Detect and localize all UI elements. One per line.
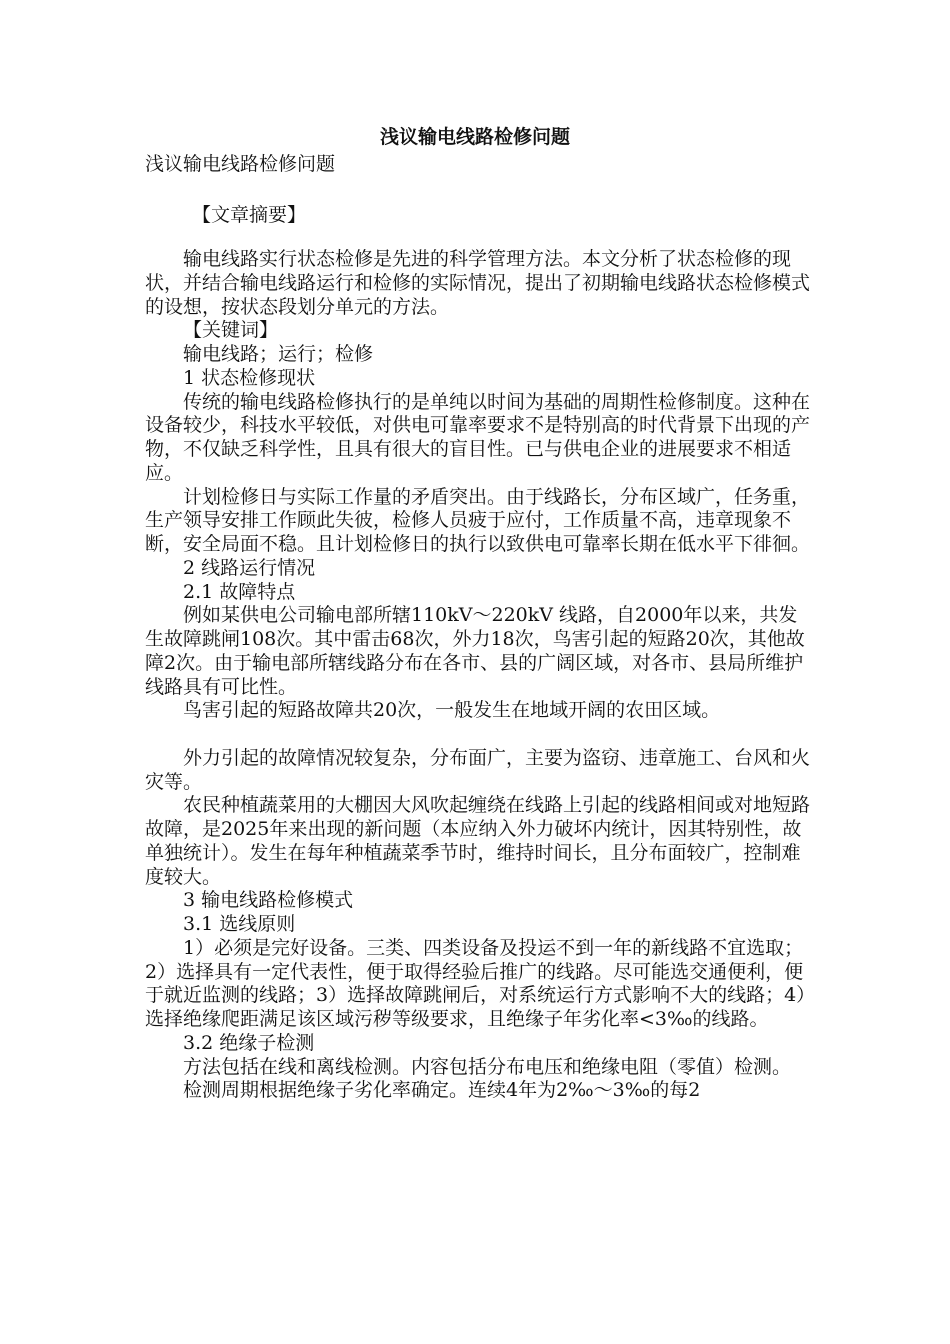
section-heading: 2 线路运行情况 [183, 556, 316, 579]
abstract-heading: 【文章摘要】 [192, 204, 307, 226]
paragraph: 方法包括在线和离线检测。内容包括分布电压和绝缘电阻（零值）检测。 [183, 1055, 792, 1078]
document-body [145, 248, 810, 1103]
paragraph: 1）必须是完好设备。三类、四类设备及投运不到一年的新线路不宜选取；2）选择具有一定代表性，便于取得经验后推广的线路。尽可能选交通便利，便于就近监测的线路；3）选择故障跳闸后，对系统运行方式影响不大的线路；4）选择绝缘爬距满足该区域污秽等级要求，且绝缘子年劣化率<3‰的线路。 [145, 936, 806, 1030]
abstract-paragraph: 输电线路实行状态检修是先进的科学管理方法。本文分析了状态检修的现状，并结合输电线路运行和检修的实际情况，提出了初期输电线路状态检修模式的设想，按状态段划分单元的方法。 [145, 248, 811, 318]
keywords-heading: 【关键词】 [183, 319, 279, 342]
document-subtitle: 浅议输电线路检修问题 [145, 153, 336, 175]
subsection-heading: 2.1 故障特点 [183, 580, 296, 603]
paragraph: 外力引起的故障情况较复杂，分布面广，主要为盗窃、违章施工、台风和火灾等。 [145, 746, 811, 793]
subsection-heading: 3.1 选线原则 [183, 913, 296, 935]
paragraph: 传统的输电线路检修执行的是单纯以时间为基础的周期性检修制度。这种在设备较少，科技水平较低，对供电可靠率要求不是特别高的时代背景下出现的产物，不仅缺乏科学性，且具有很大的盲目性。已与供电企业的进展要求不相适应。 [145, 390, 811, 484]
paragraph: 检测周期根据绝缘子劣化率确定。连续4年为2‰～3‰的每2 [183, 1079, 701, 1102]
paragraph: 农民种植蔬菜用的大棚因大风吹起缠绕在线路上引起的线路相间或对地短路故障，是2025年来出现的新问题（本应纳入外力破坏内统计，因其特别性，故单独统计）。发生在每年种植蔬菜季节时，维持时间长，且分布面较广，控制难度较大。 [145, 794, 811, 888]
blank-line [145, 723, 810, 747]
paragraph: 例如某供电公司输电部所辖110kV～220kV 线路，自2000年以来，共发生故障跳闸108次。其中雷击68次，外力18次，鸟害引起的短路20次，其他故障2次。由于输电部所辖线路分布在各市、县的广阔区域，对各市、县局所维护线路具有可比性。 [145, 604, 805, 698]
section-heading: 3 输电线路检修模式 [183, 889, 354, 912]
subsection-heading: 3.2 绝缘子检测 [183, 1031, 315, 1054]
document-title: 浅议输电线路检修问题 [379, 126, 570, 148]
keywords: 输电线路；运行；检修 [183, 343, 374, 365]
paragraph: 鸟害引起的短路故障共20次，一般发生在地域开阔的农田区域。 [183, 699, 721, 722]
section-heading: 1 状态检修现状 [183, 366, 316, 389]
paragraph: 计划检修日与实际工作量的矛盾突出。由于线路长，分布区域广，任务重，生产领导安排工作顾此失彼，检修人员疲于应付，工作质量不高，违章现象不断，安全局面不稳。且计划检修日的执行以致供电可靠率长期在低水平下徘徊。 [145, 485, 811, 555]
